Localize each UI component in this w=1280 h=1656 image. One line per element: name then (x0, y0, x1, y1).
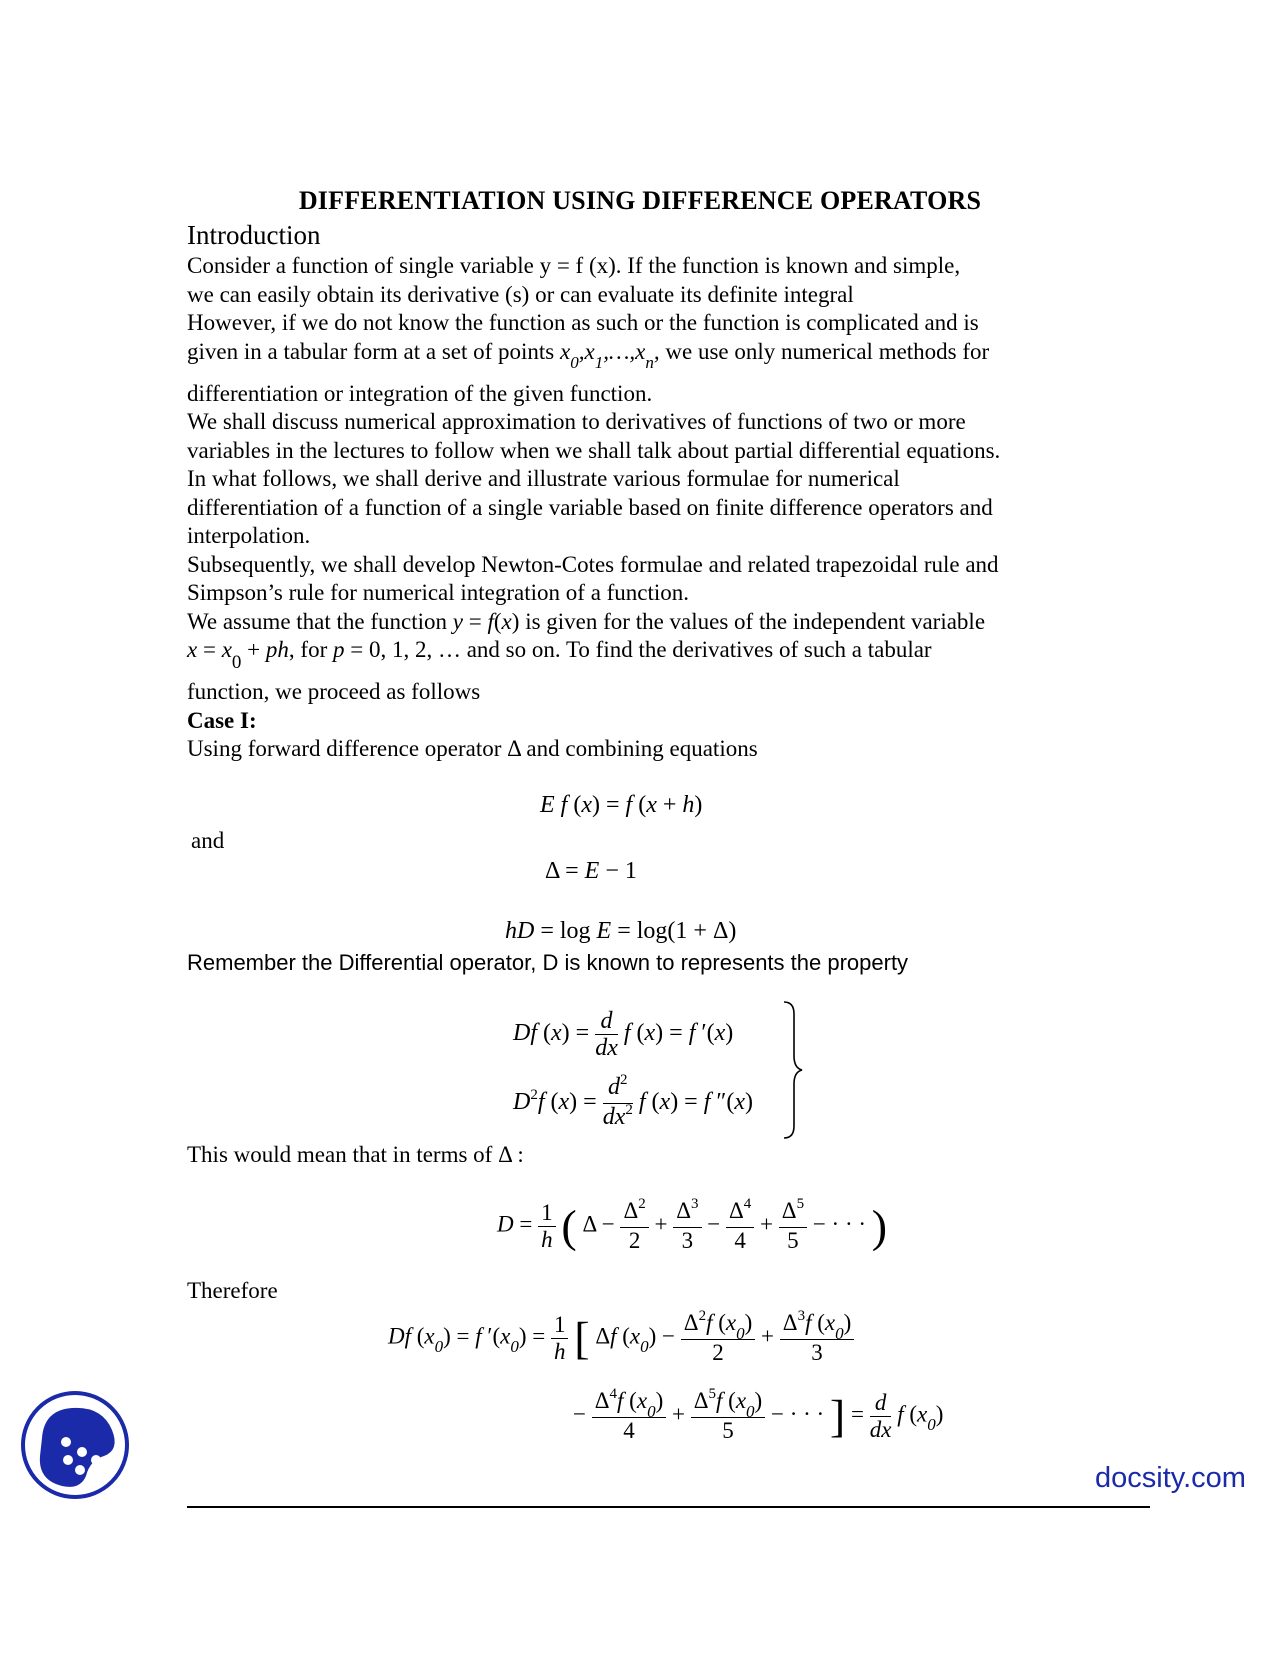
section-heading: Introduction (187, 220, 321, 250)
remember-text: Remember the Differential operator, D is known to represents the property (187, 950, 909, 975)
equation-df-x0-line1: Df $(x_0) = f$ $'(x_0)$ = $\frac{1}{h}$ [ Δf $(x_0)$ − $\frac{\Delta^2f (x_0)}{2}$ + $\frac{\Delta^3f (x_0)}{3}$ (388, 1310, 854, 1366)
equation-shift-operator: E f (x) = f (x + h) (540, 792, 703, 818)
equation-d-series: D = $\frac{1}{h}$ ( Δ − $\frac{\Delta^2}{2}$ + $\frac{\Delta^3}{3}$ − $\frac{\Delta^4}{4}$ + $\frac{\Delta^5}{5}$ − · · · ) (497, 1196, 888, 1253)
case-label: Case I: (187, 707, 257, 733)
math-y-eq-fx: y = f(x) (452, 608, 520, 634)
text-line-x-values (187, 636, 1087, 678)
text-line: differentiation of a function of a single variable based on finite difference operators and (187, 494, 993, 520)
text-fragment: is given for the values of the independent variable (519, 608, 986, 634)
therefore-text: Therefore (187, 1278, 278, 1303)
text-line: we can easily obtain its derivative (s) or can evaluate its definite integral (187, 281, 854, 307)
text-line: Consider a function of single variable y = f (x). If the function is known and simple, (187, 253, 961, 278)
text-fragment: We assume that the function (187, 608, 453, 634)
text-line: Subsequently, we shall develop Newton-Cotes formulae and related trapezoidal rule and (187, 551, 999, 577)
text-line: However, if we do not know the function as such or the function is complicated and is (187, 310, 979, 335)
text-fragment: we use only numerical methods for (659, 338, 990, 364)
text-fragment: and so on. To find the derivatives of such a tabular (460, 637, 932, 662)
would-mean-text: This would mean that in terms of Δ : (187, 1142, 524, 1167)
brand-link[interactable]: docsity.com (1095, 1462, 1246, 1494)
footer-divider (187, 1506, 1150, 1508)
equation-hd: hD = log E = log(1 + Δ) (505, 918, 737, 944)
text-line: We shall discuss numerical approximation to derivatives of functions of two or more (187, 409, 966, 434)
text-line: Simpson’s rule for numerical integration of a function. (187, 580, 690, 605)
text-line: differentiation or integration of the given function. (187, 380, 653, 406)
page-title: DIFFERENTIATION USING DIFFERENCE OPERATORS (298, 186, 982, 215)
text-line: variables in the lectures to follow when we shall talk about partial differential equations. (187, 437, 1001, 463)
text-fragment: given in a tabular form at a set of points (187, 338, 561, 364)
text-line: Using forward difference operator Δ and combining equations (187, 736, 758, 761)
text-line-function (187, 608, 1087, 637)
text-line: interpolation. (187, 523, 311, 548)
text-line: In what follows, we shall derive and illustrate various formulae for numerical (187, 466, 900, 491)
right-brace (780, 1000, 810, 1140)
math-x-eq: $x = x_0$ + ph, for p = 0, 1, 2, … (187, 637, 461, 673)
docsity-logo-icon (20, 1390, 130, 1500)
and-label: and (191, 828, 225, 853)
math-points: $x_0,x_1,\dots,x_n$, (560, 338, 660, 372)
intro-paragraph (187, 252, 1087, 764)
equation-df-x0-line2: − $\frac{\Delta^4f (x_0)}{4}$ + $\frac{\Delta^5f (x_0)}{5}$ − · · · ] = $\frac{d}{dx}$ f $(x_0)$ (573, 1386, 944, 1443)
equation-second-derivative: $D^2f$ (x) = $\frac{d^2}{dx^2}$ f (x) = f ″(x) (513, 1072, 754, 1130)
equation-delta: Δ = E − 1 (545, 858, 637, 884)
equation-first-derivative: Df (x) = $\frac{d}{dx}$ f (x) = f ′(x) (513, 1008, 734, 1061)
text-line-points (187, 338, 1087, 380)
text-line: function, we proceed as follows (187, 679, 481, 704)
